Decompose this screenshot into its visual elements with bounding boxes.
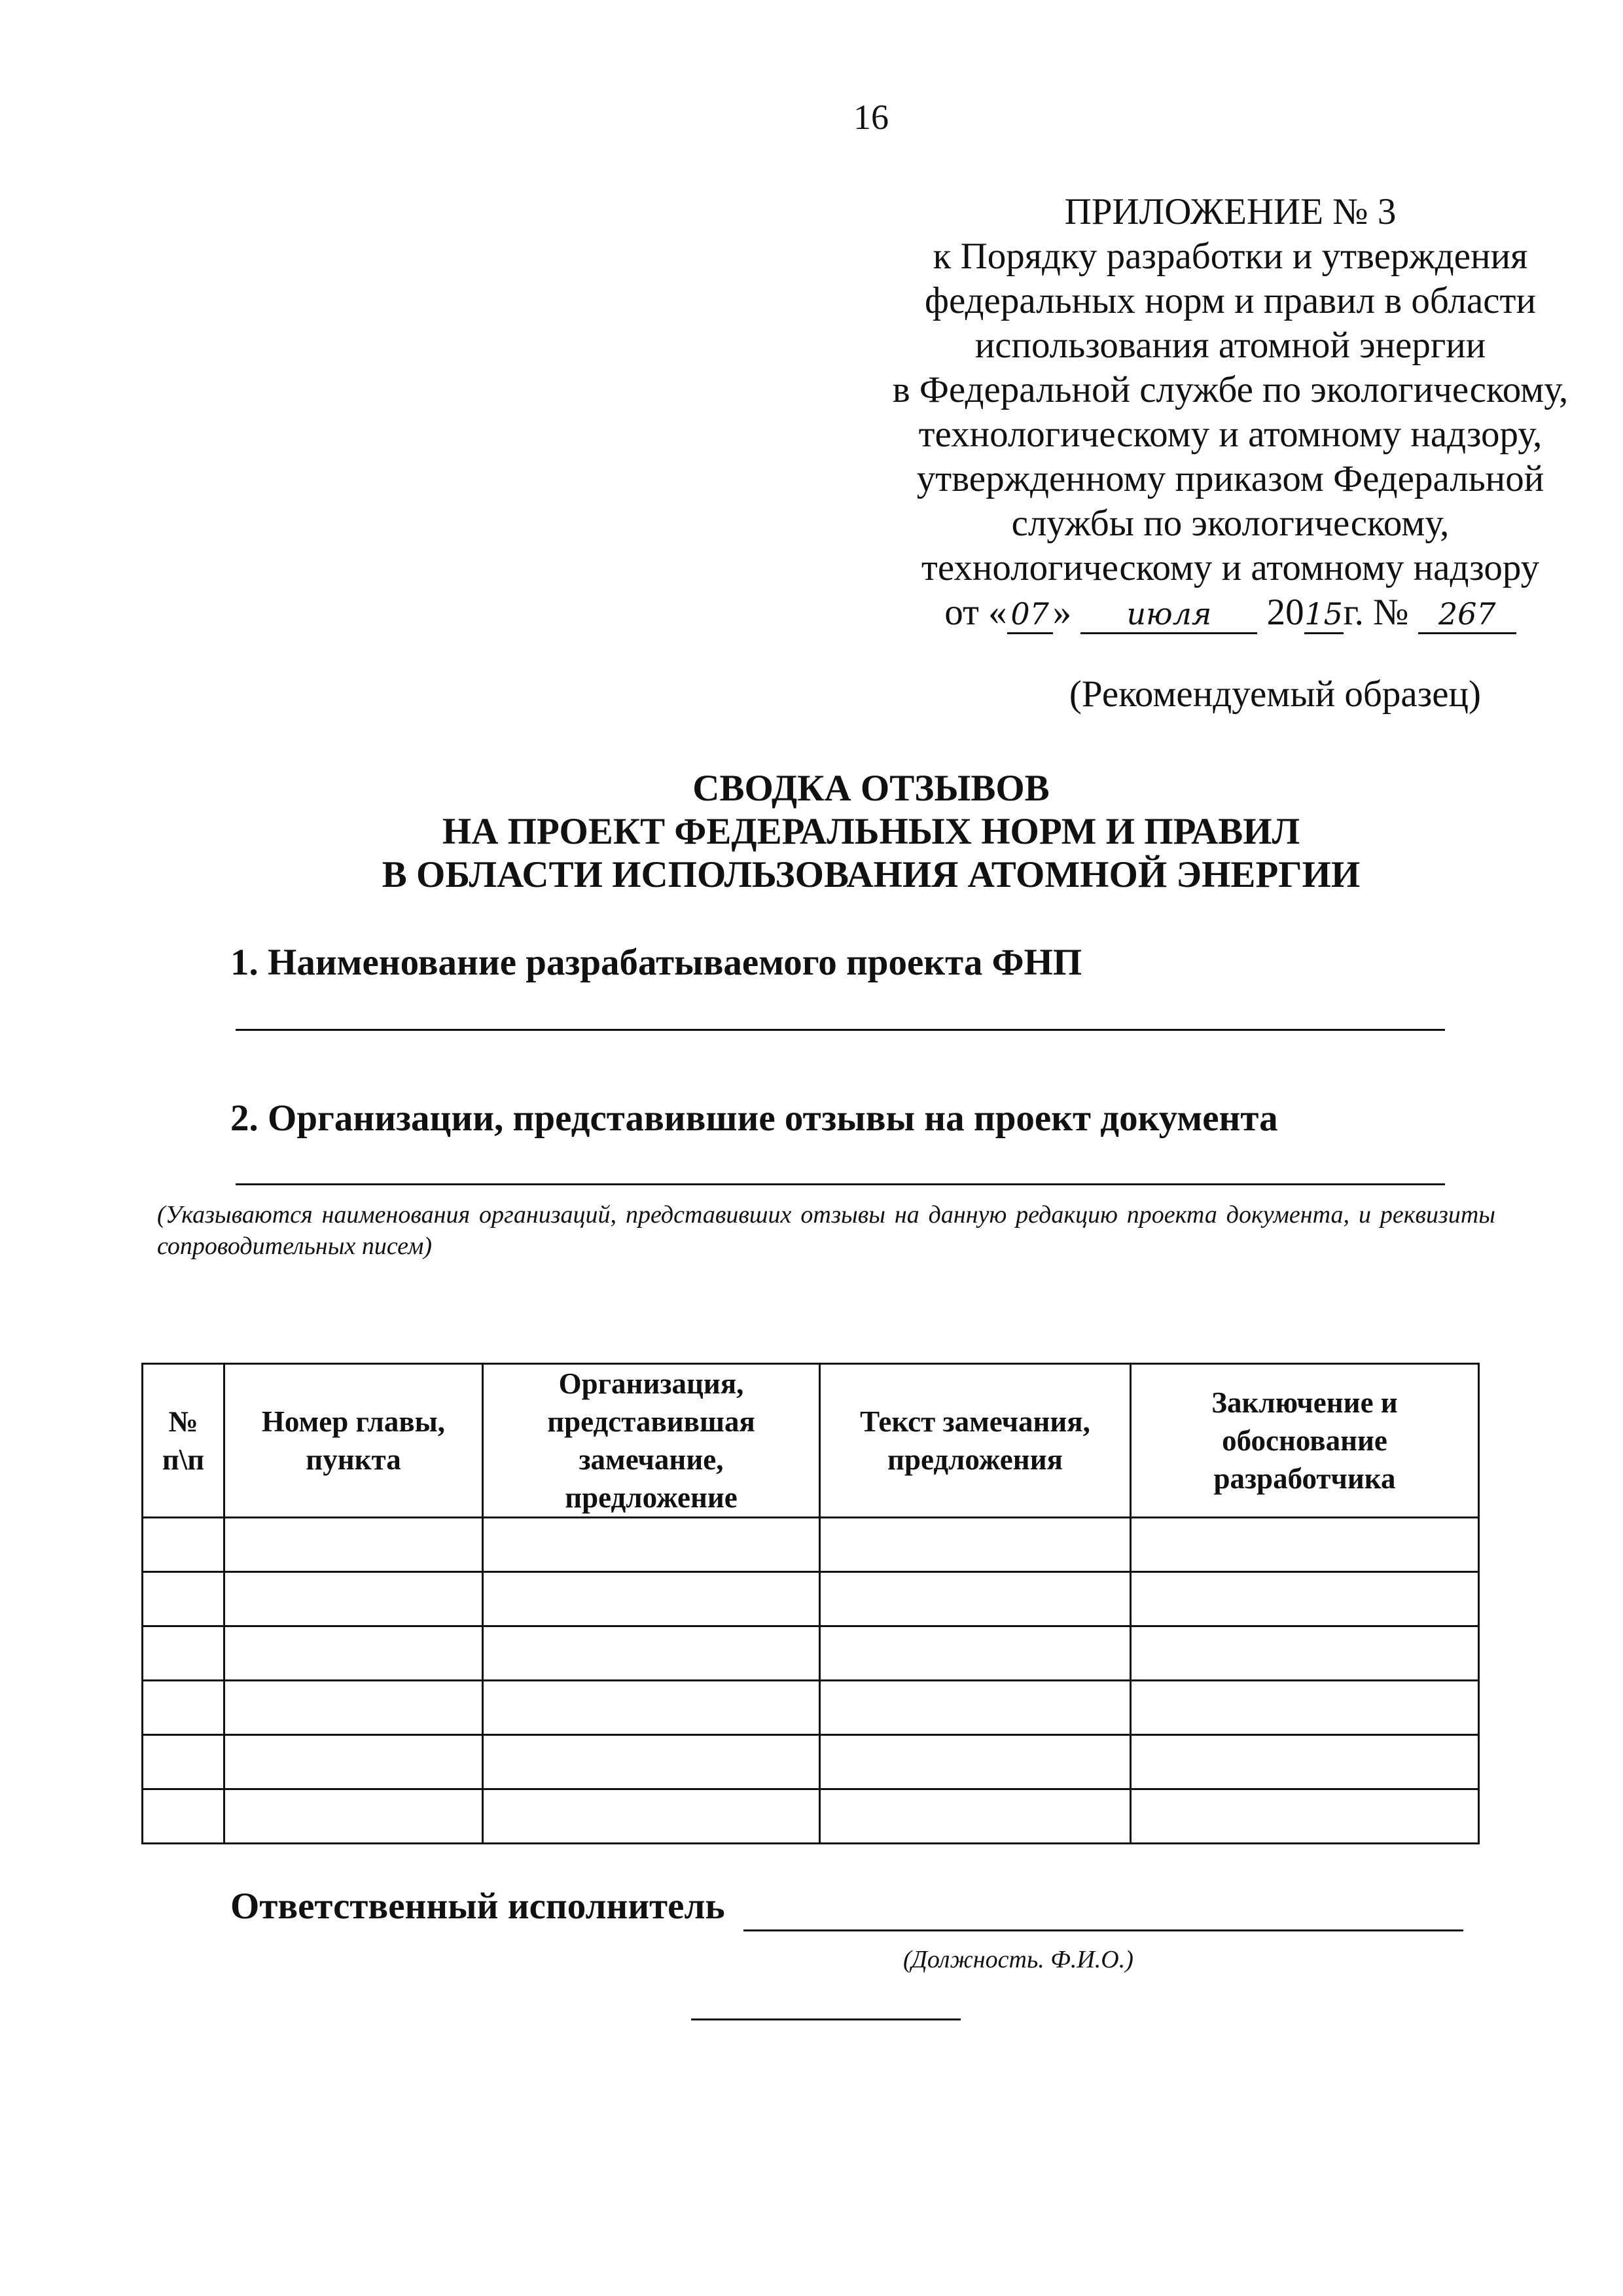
- table-cell[interactable]: [224, 1626, 483, 1681]
- table-cell[interactable]: [143, 1789, 224, 1844]
- section-2-heading: 2. Организации, представившие отзывы на проект документа: [230, 1098, 1278, 1139]
- document-title: [0, 767, 1623, 897]
- title-line: В ОБЛАСТИ ИСПОЛЬЗОВАНИЯ АТОМНОЙ ЭНЕРГИИ: [382, 854, 1361, 895]
- column-header-conclusion: [1131, 1364, 1479, 1518]
- table-cell[interactable]: [224, 1681, 483, 1735]
- table-cell[interactable]: [820, 1626, 1131, 1681]
- header-text: замечание,: [579, 1443, 724, 1476]
- appendix-line: технологическому и атомному надзору: [921, 547, 1540, 588]
- column-header-comment-text: [820, 1364, 1131, 1518]
- date-year-prefix: 20: [1266, 592, 1304, 633]
- date-day-handwritten: 07: [1007, 596, 1053, 634]
- table-cell[interactable]: [224, 1518, 483, 1572]
- header-text: Организация,: [558, 1367, 744, 1400]
- header-text: п\п: [162, 1443, 205, 1476]
- appendix-line: использования атомной энергии: [974, 325, 1486, 366]
- end-divider: [691, 2018, 961, 2020]
- table-cell[interactable]: [143, 1572, 224, 1626]
- table-cell[interactable]: [224, 1735, 483, 1789]
- appendix-line: технологическому и атомному надзору,: [918, 414, 1543, 455]
- table-cell[interactable]: [143, 1518, 224, 1572]
- header-text: Текст замечания,: [860, 1405, 1090, 1438]
- section-1-heading: 1. Наименование разрабатываемого проекта ФНП: [230, 942, 1082, 983]
- table-cell[interactable]: [483, 1789, 820, 1844]
- sample-note: (Рекомендуемый образец): [1069, 673, 1481, 715]
- table-cell[interactable]: [224, 1572, 483, 1626]
- order-date-line: [753, 590, 1623, 635]
- table-cell[interactable]: [1131, 1626, 1479, 1681]
- table-cell[interactable]: [820, 1681, 1131, 1735]
- appendix-block: [753, 190, 1623, 635]
- table-cell[interactable]: [483, 1626, 820, 1681]
- table-cell[interactable]: [143, 1735, 224, 1789]
- table-row: [143, 1572, 1479, 1626]
- appendix-line: службы по экологическому,: [1011, 503, 1450, 544]
- date-after-day: »: [1052, 592, 1072, 633]
- header-text: обоснование: [1222, 1424, 1387, 1457]
- appendix-line: федеральных норм и правил в области: [925, 280, 1536, 321]
- header-text: пункта: [306, 1443, 401, 1476]
- table-cell[interactable]: [483, 1572, 820, 1626]
- date-prefix: от «: [944, 592, 1007, 633]
- table-cell[interactable]: [1131, 1735, 1479, 1789]
- section-1-fill-line: [236, 1029, 1445, 1031]
- column-header-organization: [483, 1364, 820, 1518]
- table-cell[interactable]: [483, 1735, 820, 1789]
- table-cell[interactable]: [483, 1681, 820, 1735]
- header-text: предложения: [887, 1443, 1063, 1476]
- table-cell[interactable]: [820, 1735, 1131, 1789]
- table-row: [143, 1735, 1479, 1789]
- header-text: предложение: [565, 1481, 738, 1514]
- header-text: Заключение и: [1211, 1386, 1398, 1419]
- table-row: [143, 1789, 1479, 1844]
- section-2-hint: (Указываются наименования организаций, представивших отзывы на данную редакцию проекта документа, и реквизиты сопроводительных писем): [157, 1201, 1495, 1260]
- column-header-number: [143, 1364, 224, 1518]
- header-text: Номер главы,: [261, 1405, 446, 1438]
- table-cell[interactable]: [1131, 1681, 1479, 1735]
- order-number-handwritten: 267: [1418, 596, 1516, 634]
- table-cell[interactable]: [1131, 1572, 1479, 1626]
- table-cell[interactable]: [224, 1789, 483, 1844]
- table-row: [143, 1626, 1479, 1681]
- column-header-chapter: [224, 1364, 483, 1518]
- date-month-handwritten: июля: [1080, 596, 1257, 634]
- appendix-line: утвержденному приказом Федеральной: [916, 458, 1544, 499]
- table-row: [143, 1681, 1479, 1735]
- executor-label: Ответственный исполнитель: [230, 1886, 725, 1927]
- table-cell[interactable]: [1131, 1789, 1479, 1844]
- page-number: 16: [853, 98, 889, 137]
- title-line: НА ПРОЕКТ ФЕДЕРАЛЬНЫХ НОРМ И ПРАВИЛ: [442, 811, 1300, 852]
- table-cell[interactable]: [820, 1789, 1131, 1844]
- appendix-title: ПРИЛОЖЕНИЕ № 3: [1064, 191, 1397, 232]
- date-year-handwritten: 15: [1304, 596, 1344, 634]
- executor-hint: (Должность. Ф.И.О.): [903, 1946, 1133, 1973]
- header-text: разработчика: [1213, 1462, 1396, 1495]
- executor-fill-line: [743, 1929, 1463, 1931]
- table-cell[interactable]: [820, 1572, 1131, 1626]
- header-text: представившая: [547, 1405, 755, 1438]
- table-cell[interactable]: [143, 1681, 224, 1735]
- date-after-year: г. №: [1343, 592, 1409, 633]
- appendix-line: в Федеральной службе по экологическому,: [892, 369, 1569, 410]
- table-cell[interactable]: [1131, 1518, 1479, 1572]
- table-cell[interactable]: [143, 1626, 224, 1681]
- table-cell[interactable]: [820, 1518, 1131, 1572]
- table-row: [143, 1518, 1479, 1572]
- title-line: СВОДКА ОТЗЫВОВ: [692, 768, 1050, 809]
- table-cell[interactable]: [483, 1518, 820, 1572]
- header-text: №: [168, 1405, 198, 1438]
- comments-table: [141, 1363, 1480, 1844]
- section-2-fill-line: [236, 1183, 1445, 1185]
- appendix-line: к Порядку разработки и утверждения: [933, 236, 1528, 277]
- table-header-row: [143, 1364, 1479, 1518]
